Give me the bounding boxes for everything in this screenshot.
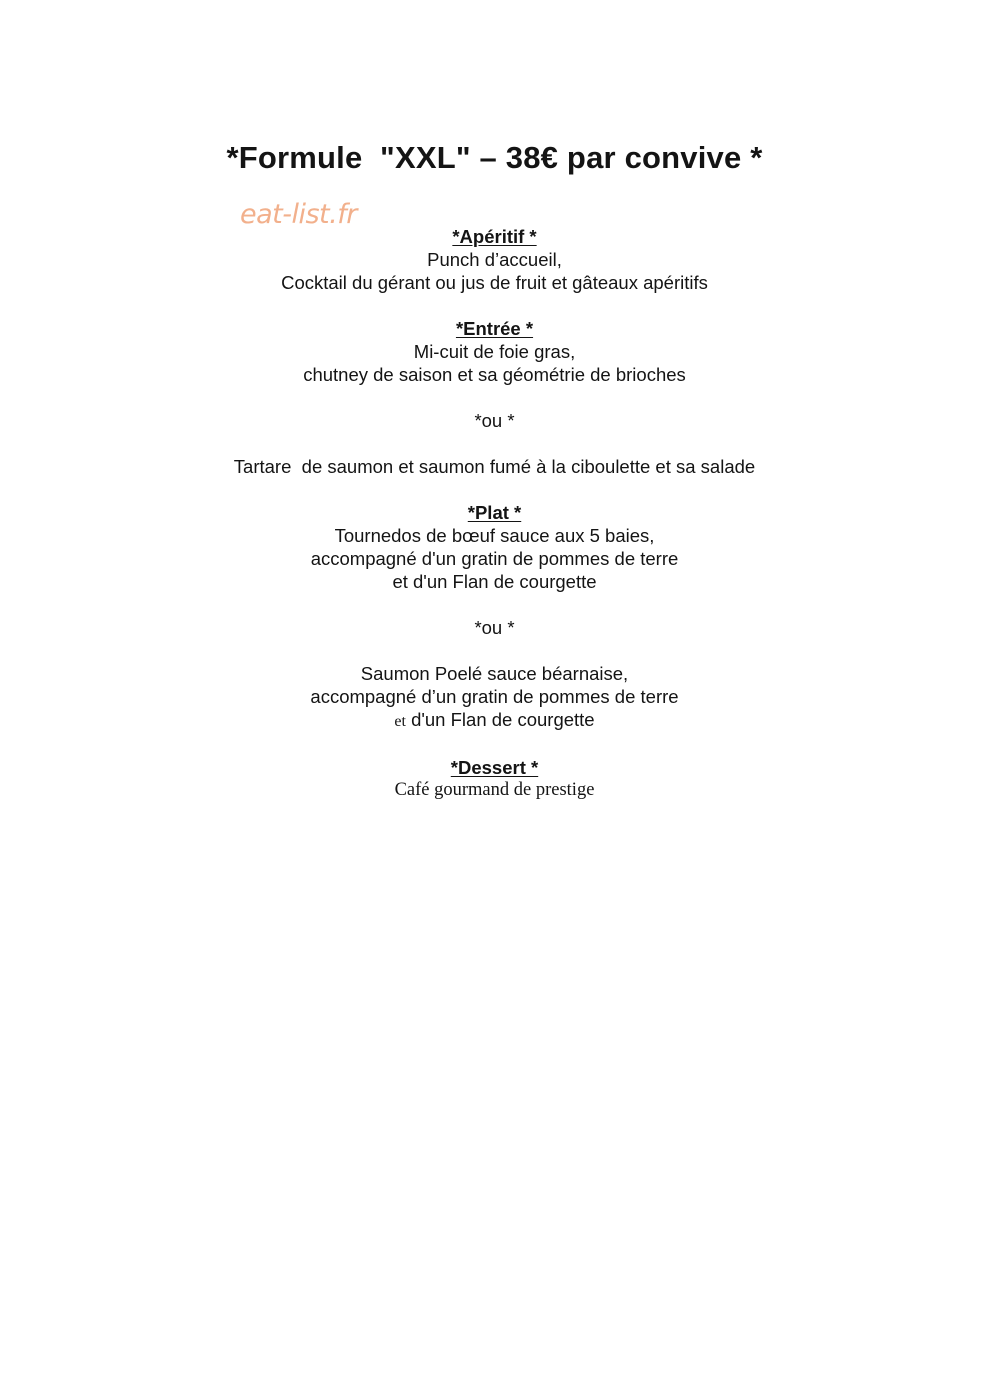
plat-line: et d'un Flan de courgette bbox=[392, 571, 597, 592]
section-plat bbox=[0, 501, 989, 733]
section-dessert bbox=[0, 756, 989, 802]
section-heading-aperitif: *Apéritif * bbox=[452, 226, 537, 247]
plat-alternative-line: accompagné d’un gratin de pommes de terre bbox=[310, 686, 679, 707]
plat-or-separator: *ou * bbox=[474, 617, 515, 638]
entree-line: Mi-cuit de foie gras, bbox=[413, 341, 576, 362]
watermark-logo: eat-list.fr bbox=[240, 199, 357, 230]
entree-or-separator: *ou * bbox=[474, 410, 515, 431]
section-heading-plat: *Plat * bbox=[467, 502, 522, 523]
dessert-line: Café gourmand de prestige bbox=[394, 780, 595, 800]
entree-line: chutney de saison et sa géométrie de brioches bbox=[303, 364, 686, 385]
plat-line: accompagné d'un gratin de pommes de terre bbox=[310, 548, 679, 569]
plat-alternative-rest: d'un Flan de courgette bbox=[405, 709, 595, 730]
section-heading-dessert: *Dessert * bbox=[450, 757, 539, 778]
plat-alternative-line: Saumon Poelé sauce béarnaise, bbox=[360, 663, 629, 684]
menu-title: *Formule "XXL" – 38€ par convive * bbox=[226, 140, 763, 175]
plat-alternative-line-last bbox=[0, 708, 989, 733]
entree-alternative: Tartare de saumon et saumon fumé à la ciboulette et sa salade bbox=[233, 456, 756, 477]
plat-alternative-prefix: et bbox=[394, 713, 406, 730]
plat-line: Tournedos de bœuf sauce aux 5 baies, bbox=[334, 525, 655, 546]
section-heading-entree: *Entrée * bbox=[455, 318, 534, 339]
aperitif-line: Cocktail du gérant ou jus de fruit et gâteaux apéritifs bbox=[281, 272, 708, 293]
aperitif-line: Punch d’accueil, bbox=[427, 249, 562, 270]
section-entree bbox=[0, 317, 989, 478]
menu-body bbox=[0, 225, 989, 802]
section-aperitif bbox=[0, 225, 989, 294]
